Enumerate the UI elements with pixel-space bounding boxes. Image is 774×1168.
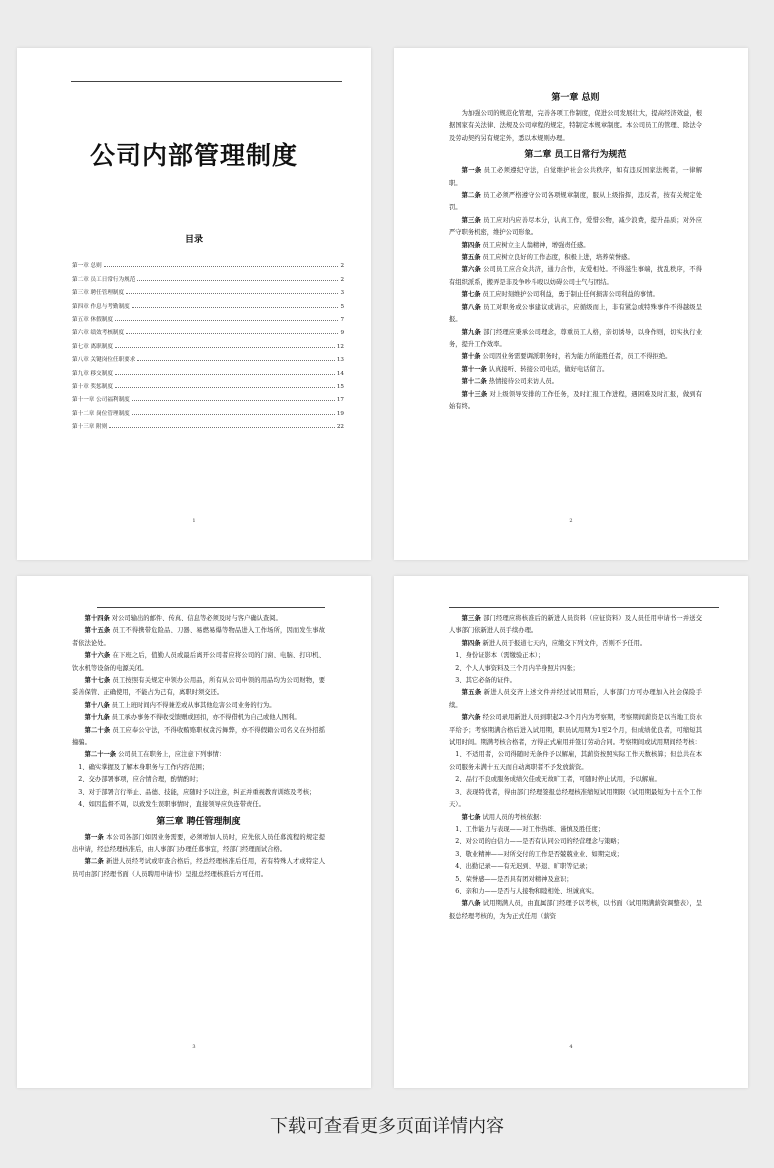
article-paragraph bbox=[449, 687, 702, 712]
article-text: 经公司录用新进人员到职起2-3个月内为考察期，考察期间薪资是以当地工资水平给予；考察期满合格后进入试用期，职员试用期为1至2个月，但成绩优良者，可缩短其试用时间。期满考核合格者，方得正式雇用并签订劳动合同。考察期间或试用期间经考核： bbox=[449, 714, 703, 747]
article-text: 员工必须严格遵守公司各项规章制度，服从上级指挥，违反者，按有关规定处罚。 bbox=[449, 192, 703, 212]
list-item bbox=[72, 762, 325, 774]
article-text: 3、对于部署言行举止、品德、技能，应随时予以注意，纠正并重视教育训练及考核； bbox=[78, 788, 316, 796]
list-item bbox=[449, 886, 702, 898]
toc-leader-dots bbox=[132, 414, 335, 415]
article-text: 3、其它必备的证件。 bbox=[455, 677, 516, 685]
list-item bbox=[449, 824, 702, 836]
article-number: 第三条 bbox=[461, 615, 481, 622]
document-title: 公司内部管理制度 bbox=[89, 141, 298, 170]
article-text: 员工承办事务不得收受馈赠或回扣，亦不得借机为自己或他人图利。 bbox=[111, 714, 301, 722]
toc-leader-dots bbox=[115, 387, 335, 388]
page-body bbox=[449, 88, 702, 413]
article-paragraph bbox=[449, 351, 702, 363]
article-text: 1、工作能力与表现——对工作热练、谨慎及胜任度； bbox=[455, 825, 605, 833]
toc-entry-label: 第十三章 附则 bbox=[72, 424, 108, 431]
article-paragraph bbox=[449, 638, 702, 650]
toc-leader-dots bbox=[115, 347, 335, 348]
toc-entry-label: 第四章 作息与考勤制度 bbox=[72, 303, 130, 310]
article-number: 第十九条 bbox=[84, 714, 110, 722]
article-text: 新进人员于报道七天内，应缴交下列文件，否则不予任用。 bbox=[482, 639, 647, 647]
header-rule bbox=[449, 607, 719, 608]
toc-title: 目录 bbox=[184, 235, 203, 245]
toc-entry-label: 第十章 奖惩制度 bbox=[72, 383, 113, 390]
list-item bbox=[449, 650, 702, 662]
article-number: 第十条 bbox=[461, 353, 481, 361]
toc-entry-page: 19 bbox=[336, 410, 344, 417]
page-number: 1 bbox=[192, 518, 196, 524]
article-text: 2、品行不良或服务成绩欠佳或无故旷工者，可随时停止试用，予以解雇。 bbox=[455, 776, 661, 784]
toc-entry-page: 7 bbox=[340, 316, 344, 323]
page-body bbox=[72, 613, 325, 881]
header-rule bbox=[97, 607, 325, 608]
article-text: 员工必须遵纪守法，自觉维护社会公共秩序，如有违反国家法规者，一律解职。 bbox=[449, 167, 702, 187]
article-paragraph bbox=[72, 856, 325, 881]
article-text: 在下班之后，值勤人员或最后离开公司者应将公司的门窗、电脑、打印机、饮水机等设备的电源关闭。 bbox=[72, 652, 326, 672]
article-number: 第七条 bbox=[461, 813, 481, 821]
toc-entry-page: 3 bbox=[340, 290, 344, 297]
article-paragraph bbox=[449, 327, 702, 352]
article-paragraph bbox=[449, 812, 702, 824]
chapter-heading: 第三章 聘任管理制度 bbox=[156, 816, 241, 827]
article-paragraph bbox=[449, 302, 702, 327]
article-number: 第六条 bbox=[461, 714, 481, 722]
article-number: 第二条 bbox=[461, 192, 481, 200]
page-number: 4 bbox=[569, 1044, 573, 1050]
download-prompt[interactable]: 下载可查看更多页面详情内容 bbox=[270, 1116, 504, 1137]
document-page-4 bbox=[394, 576, 748, 1088]
article-text: 新进人员交齐上述文件并经过试用期后，人事部门方可办理加入社会保险手续。 bbox=[449, 689, 702, 709]
article-number: 第九条 bbox=[461, 328, 481, 336]
article-text: 员工不得携带危险品、刀器、易燃易爆等物品进入工作场所，因而发生事故者依法论处。 bbox=[72, 627, 326, 647]
toc-entry-page: 14 bbox=[336, 370, 344, 377]
toc-entry-label: 第十一章 公司福利制度 bbox=[72, 397, 130, 404]
toc-entry-page: 9 bbox=[340, 330, 344, 337]
toc-entry[interactable] bbox=[72, 269, 344, 282]
article-paragraph bbox=[72, 650, 325, 675]
list-item bbox=[449, 849, 702, 861]
article-text: 本公司各部门如因业务需要，必须增加人员时，应先依人员任募流程的规定提出申请，经总经理核准后，由人事部门办理任募事宜，经部门经理面试合格。 bbox=[72, 833, 326, 853]
article-paragraph bbox=[72, 700, 325, 712]
article-text: 对公司输出的邮件、传真、信息等必须及时与客户确认查阅。 bbox=[111, 615, 282, 622]
toc-leader-dots bbox=[132, 307, 339, 308]
toc-entry-page: 2 bbox=[340, 263, 344, 270]
toc-entry[interactable] bbox=[72, 256, 344, 269]
article-text: 4、如因监督不周，以致发生误职事情时，直接领导应负连带责任。 bbox=[78, 801, 265, 809]
toc-leader-dots bbox=[115, 320, 339, 321]
article-text: 新进人员经考试或审查合格后，经总经理核准后任用，若有特殊人才或特定人员可由部门经理书面（人员聘用申请书）呈报总经理核准后方可任用。 bbox=[72, 858, 326, 878]
article-text: 员工应树立良好的工作态度，积极上进，培养荣誉感。 bbox=[482, 254, 634, 262]
toc-entry[interactable] bbox=[72, 417, 344, 430]
toc-entry-label: 第一章 总则 bbox=[72, 263, 102, 270]
table-of-contents bbox=[72, 256, 344, 430]
list-item bbox=[449, 836, 702, 848]
toc-entry-label: 第六章 绩效考核制度 bbox=[72, 330, 125, 337]
list-item bbox=[449, 774, 702, 786]
list-item bbox=[449, 787, 702, 812]
toc-entry[interactable] bbox=[72, 403, 344, 416]
article-text: 员工应对内应善尽本分，认真工作，爱惜公物，减少浪费，提升品质；对外应严守职务机密，维护公司形象。 bbox=[449, 216, 703, 237]
article-number: 第八条 bbox=[461, 900, 481, 908]
list-item bbox=[449, 675, 702, 687]
article-text: 对上级领导安排的工作任务，及时汇报工作进程，遇困难及时汇报，做到有始有终。 bbox=[449, 390, 703, 410]
list-item bbox=[72, 774, 325, 786]
toc-leader-dots bbox=[137, 360, 335, 361]
article-text: 1、不适用者，公司得随时无条件予以解雇，其薪资按照实际工作天数核算；但总共在本公司服务未满十五天而自动离职者不予发放薪资。 bbox=[449, 751, 702, 771]
toc-entry-page: 22 bbox=[336, 424, 344, 431]
article-text: 2、对公司的白信力——是否有认同公司的经营理念与策略； bbox=[455, 838, 624, 846]
article-number: 第二十一条 bbox=[84, 751, 117, 759]
toc-entry[interactable] bbox=[72, 336, 344, 349]
toc-entry-page: 13 bbox=[336, 357, 344, 364]
toc-entry[interactable] bbox=[72, 323, 344, 336]
article-paragraph bbox=[449, 376, 702, 388]
article-number: 第十六条 bbox=[84, 652, 111, 660]
article-paragraph bbox=[72, 712, 325, 724]
article-number: 第五条 bbox=[461, 254, 481, 262]
article-paragraph bbox=[72, 625, 325, 650]
toc-entry-page: 15 bbox=[336, 383, 344, 390]
toc-entry-label: 第二章 员工日常行为规范 bbox=[72, 276, 136, 283]
article-text: 公司员工应合众共济，通力合作，友爱相处。不得滋生事端，扰乱秩序，不得有组织派系，搬弄是非及争吵斗殴以妨碍公司士气与团结。 bbox=[449, 266, 703, 286]
article-number: 第十三条 bbox=[461, 390, 488, 398]
toc-leader-dots bbox=[115, 374, 335, 375]
article-number: 第七条 bbox=[461, 291, 481, 299]
article-text: 员工应时刻维护公司利益，勇于制止任何损害公司利益的事情。 bbox=[482, 291, 659, 299]
article-paragraph bbox=[72, 725, 325, 750]
article-number: 第二十条 bbox=[84, 726, 111, 734]
article-text: 员工按照有关规定申领办公用品，所有从公司申领的用品均为公司财物，要妥善保管、正确使用，不能占为己有，离职时须交还。 bbox=[72, 677, 326, 697]
article-paragraph bbox=[72, 675, 325, 700]
toc-entry-label: 第三章 聘任管理制度 bbox=[72, 290, 125, 297]
article-text: 4、出勤记录——有无迟到、早退、旷职等记录； bbox=[455, 863, 592, 871]
article-paragraph bbox=[449, 389, 702, 414]
article-paragraph bbox=[72, 832, 325, 857]
article-text: 2、个人人事资料及三个月内半身照片四张； bbox=[455, 664, 579, 672]
article-paragraph bbox=[449, 108, 702, 145]
toc-entry[interactable] bbox=[72, 377, 344, 390]
list-item bbox=[449, 874, 702, 886]
article-paragraph bbox=[449, 252, 702, 264]
list-item bbox=[449, 749, 702, 774]
article-paragraph bbox=[449, 712, 702, 749]
article-text: 公司因业务需要调派职务时，若为能力所能胜任者，员工不得拒绝。 bbox=[482, 353, 672, 361]
toc-leader-dots bbox=[126, 293, 338, 294]
article-number: 第六条 bbox=[461, 266, 481, 274]
article-number: 第五条 bbox=[461, 689, 482, 697]
toc-entry-label: 第八章 关键岗位任职要求 bbox=[72, 357, 136, 364]
article-number: 第八条 bbox=[461, 303, 481, 311]
article-paragraph bbox=[449, 190, 702, 215]
article-paragraph bbox=[449, 364, 702, 376]
toc-entry-page: 12 bbox=[336, 343, 344, 350]
toc-leader-dots bbox=[137, 280, 338, 281]
article-number: 第四条 bbox=[461, 639, 481, 647]
article-paragraph bbox=[449, 165, 702, 190]
toc-entry-label: 第十二章 岗位管理制度 bbox=[72, 410, 130, 417]
article-paragraph bbox=[72, 749, 325, 761]
article-text: 认真接听、转接公司电话，做好电话留言。 bbox=[488, 365, 609, 373]
toc-entry[interactable] bbox=[72, 283, 344, 296]
list-item bbox=[72, 787, 325, 799]
article-text: 员工应奉公守法，不得收贿赂职权贪污舞弊，亦不得假籍公司名义在外招摇撞骗。 bbox=[72, 726, 326, 747]
toc-entry[interactable] bbox=[72, 310, 344, 323]
toc-entry[interactable] bbox=[72, 350, 344, 363]
article-paragraph bbox=[449, 898, 702, 923]
toc-entry-page: 2 bbox=[340, 276, 344, 283]
article-text: 员工上班时间内不得兼差或从事其他危害公司业务的行为。 bbox=[111, 701, 276, 709]
list-item bbox=[449, 861, 702, 873]
toc-entry-label: 第七章 离职制度 bbox=[72, 343, 113, 350]
article-paragraph bbox=[449, 613, 702, 638]
toc-entry[interactable] bbox=[72, 390, 344, 403]
document-page-2 bbox=[394, 48, 748, 560]
toc-entry[interactable] bbox=[72, 363, 344, 376]
chapter-heading: 第二章 员工日常行为规范 bbox=[524, 150, 627, 161]
page-number: 3 bbox=[192, 1044, 196, 1050]
toc-entry-page: 5 bbox=[340, 303, 344, 310]
article-text: 1、身份证影本（需缴验正本）； bbox=[455, 652, 545, 660]
list-item bbox=[72, 799, 325, 811]
article-number: 第十二条 bbox=[461, 378, 487, 386]
article-number: 第二条 bbox=[84, 858, 104, 866]
article-text: 3、表现特优者，得由部门经理签报总经理核准缩短试用期限（试用期最短为十五个工作天）。 bbox=[449, 788, 702, 809]
list-item bbox=[449, 663, 702, 675]
page-body bbox=[449, 613, 702, 923]
toc-leader-dots bbox=[132, 400, 335, 401]
article-number: 第十八条 bbox=[84, 701, 110, 709]
article-number: 第四条 bbox=[461, 241, 481, 249]
document-page-1 bbox=[17, 48, 371, 560]
article-text: 2、交办部署事项，应合情合理，酌情酌时； bbox=[78, 776, 202, 784]
article-text: 员工对职务或公事建议或请示，应循级而上，非有紧急或特殊事件不得越级呈报。 bbox=[449, 303, 703, 324]
article-number: 第一条 bbox=[461, 167, 482, 175]
article-number: 第十一条 bbox=[461, 365, 487, 373]
article-paragraph bbox=[449, 289, 702, 301]
toc-entry-label: 第九章 移交制度 bbox=[72, 370, 113, 377]
article-text: 试用人员的考核依据： bbox=[482, 813, 546, 821]
article-text: 5、荣誉感——是否具有团对精神及意识； bbox=[455, 875, 573, 883]
article-paragraph bbox=[72, 613, 325, 625]
article-text: 热情接待公司来访人员。 bbox=[488, 378, 559, 386]
toc-leader-dots bbox=[104, 266, 339, 267]
document-page-3 bbox=[17, 576, 371, 1088]
article-paragraph bbox=[449, 240, 702, 252]
article-text: 公司员工在职务上，应注意下列事情： bbox=[118, 751, 226, 759]
toc-leader-dots bbox=[126, 333, 338, 334]
article-number: 第十四条 bbox=[84, 615, 110, 622]
article-text: 部门经理应秉承公司理念，尊重员工人格，亲切诱导，以身作则，切实执行业务，提升工作效率。 bbox=[449, 328, 703, 348]
article-paragraph bbox=[449, 264, 702, 289]
article-text: 试用期满人员，由直属部门经理予以考核，以书面（试用期满薪资调整表），呈报总经理考核的，为为正式任用（薪资 bbox=[449, 900, 702, 920]
article-text: 员工应树立主人翁精神，增强责任感。 bbox=[482, 241, 590, 249]
article-number: 第十七条 bbox=[84, 677, 111, 685]
page-number: 2 bbox=[569, 518, 573, 524]
toc-entry[interactable] bbox=[72, 296, 344, 309]
toc-entry-label: 第五章 休假制度 bbox=[72, 316, 113, 323]
article-number: 第一条 bbox=[84, 833, 104, 841]
article-number: 第十五条 bbox=[84, 627, 111, 635]
article-text: 部门经理应将核准后的新进人员资料（应征资料）及人员任用申请书一并送交人事部门依新进人员手续办理。 bbox=[449, 615, 703, 635]
article-text: 为加强公司的规范化管理，完善各项工作制度，促进公司发展壮大，提高经济效益，根据国家有关法律、法规及公司章程的规定，特制定本规章制度。本公司员工的管理、除法令及劳动契约另有规定外，悉以本规则办理。 bbox=[449, 110, 702, 142]
header-rule bbox=[71, 81, 342, 82]
article-paragraph bbox=[449, 215, 702, 240]
article-text: 3、敬业精神——对所交付的工作是否兢兢业业、如期完成； bbox=[455, 850, 624, 858]
article-text: 6、亲和力——是否与人接物和睦相处、坦诚真实。 bbox=[455, 887, 598, 895]
article-number: 第三条 bbox=[461, 216, 481, 224]
chapter-heading: 第一章 总则 bbox=[551, 93, 600, 103]
article-text: 1、确实掌握及了解本身职务与工作内容范围； bbox=[78, 763, 209, 771]
toc-entry-page: 17 bbox=[336, 397, 344, 404]
toc-leader-dots bbox=[109, 427, 335, 428]
